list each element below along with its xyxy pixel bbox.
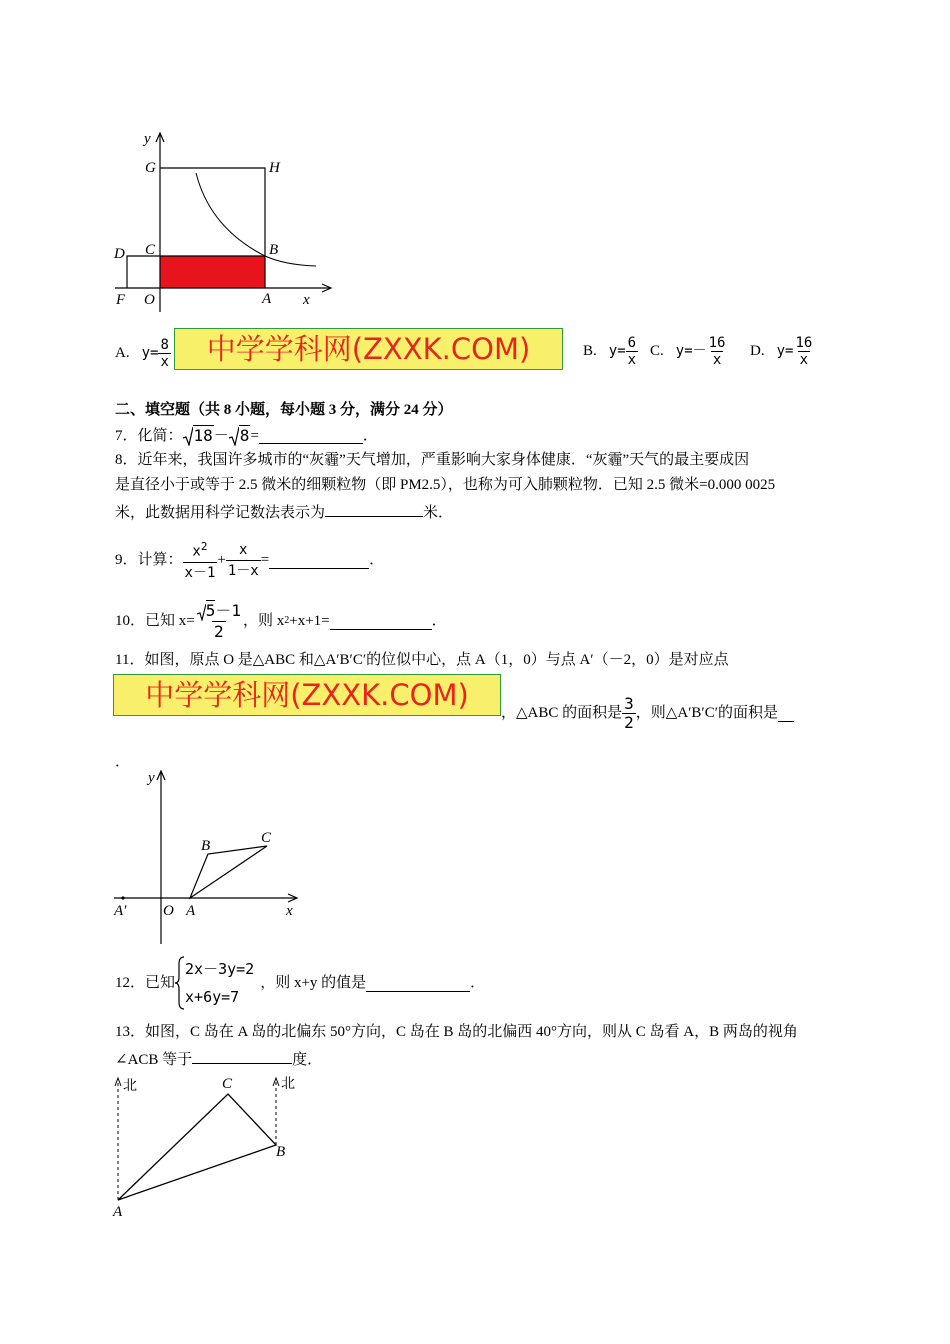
- label-a: A: [262, 291, 272, 307]
- q8-line-3: [115, 500, 453, 523]
- label-o: O: [163, 903, 174, 919]
- figure-hyperbola-rectangles: [110, 128, 340, 313]
- option-d-fraction: $\frac{16}{x}$: [795, 334, 813, 368]
- label-c: C: [261, 830, 272, 846]
- q13-line-1: 13．如图，C 岛在 A 岛的北偏东 50°方向，C 岛在 B 岛的北偏西 40°方向，则从 C 岛看 A，B 两岛的视角: [115, 1024, 798, 1040]
- q10-rest: +x+1=: [289, 613, 330, 629]
- square-dfoc-outline: [127, 256, 160, 288]
- label-b: B: [201, 838, 211, 854]
- q9-plus: +: [217, 552, 226, 568]
- figure-island-bearings: [110, 1070, 310, 1220]
- watermark-banner-top: 中学学科网(ZXXK.COM): [174, 328, 563, 370]
- q12-equation-1: 2x－3y=2: [185, 960, 255, 978]
- q10-end: ．: [431, 613, 447, 629]
- q13-line-2-text: ∠ACB 等于: [115, 1052, 193, 1068]
- q12-brace: [175, 956, 185, 1010]
- q7-minus: －: [213, 427, 229, 444]
- q8-line-2: 是直径小于或等于 2.5 微米的细颗粒物（即 PM2.5），也称为可入肺颗粒物．已知 2.5 微米=0.000 0025: [115, 477, 776, 493]
- label-y: y: [144, 131, 151, 147]
- q7-prefix: 7．化简：: [115, 427, 183, 444]
- option-b-fraction: $\frac{6}{x}$: [627, 334, 637, 368]
- label-y: y: [148, 770, 155, 786]
- label-x: x: [286, 903, 293, 919]
- q11-line-3: ．: [115, 754, 131, 770]
- q9-fraction-1: $\frac{x^2}{x-1}$: [184, 540, 216, 581]
- label-x: x: [303, 292, 310, 308]
- label-north-a: 北: [123, 1079, 137, 1094]
- figure-similar-triangles: [110, 768, 310, 946]
- question-9: [115, 537, 384, 583]
- q12-answer-blank[interactable]: [366, 975, 470, 992]
- option-b-prefix: y=: [608, 343, 626, 359]
- label-b: B: [269, 242, 279, 258]
- option-c-fraction: $\frac{16}{x}$: [708, 334, 726, 368]
- q11-line-2: [501, 690, 794, 736]
- q7-end: ．: [362, 427, 378, 444]
- option-c-label: C.: [650, 343, 664, 359]
- q12-system: [185, 955, 254, 1011]
- label-h: H: [269, 160, 280, 176]
- q13-answer-blank[interactable]: [192, 1047, 292, 1064]
- label-north-b: 北: [281, 1077, 295, 1092]
- hyperbola-curve: [196, 173, 316, 266]
- label-g: G: [145, 160, 156, 176]
- watermark-banner-middle: 中学学科网(ZXXK.COM): [113, 674, 501, 716]
- q11-line-2-text: ，△ABC 的面积是: [501, 705, 623, 721]
- option-b-label: B.: [583, 343, 597, 359]
- label-o: O: [144, 292, 155, 308]
- question-12: [115, 955, 485, 1011]
- q7-answer-blank[interactable]: [259, 427, 363, 444]
- shaded-rectangle-ocba: [160, 256, 265, 288]
- q6-option-b: [583, 330, 638, 372]
- point-a-prime: [121, 896, 124, 899]
- q10-mid: ，则 x: [243, 613, 285, 629]
- q8-answer-blank[interactable]: [325, 500, 423, 517]
- q7-equals: =: [250, 427, 259, 444]
- q9-answer-blank[interactable]: [269, 552, 369, 569]
- q6-option-c: [650, 330, 727, 372]
- section-2-title: 二、填空题（共 8 小题，每小题 3 分，满分 24 分）: [115, 402, 453, 418]
- q10-sup: 2: [284, 615, 290, 626]
- q9-fraction-2: $\frac{x}{1-x}$: [227, 541, 259, 579]
- label-b: B: [276, 1144, 286, 1160]
- question-10: [115, 598, 447, 644]
- q7-sqrt-18: 18: [183, 425, 214, 446]
- q12-prefix: 12．已知: [115, 975, 176, 991]
- q9-equals: =: [260, 552, 270, 568]
- label-c: C: [145, 242, 156, 258]
- q10-prefix: 10．已知 x=: [115, 613, 195, 629]
- q11-fraction: $\frac{3}{2}$: [624, 693, 634, 732]
- q13-line-2-end: 度．: [292, 1052, 323, 1068]
- option-a-prefix: y=: [141, 345, 159, 361]
- q11-line-2-rest: ，则△A′B′C′的面积是: [635, 705, 779, 721]
- q6-option-d: [750, 330, 814, 372]
- label-a-prime: A′: [114, 903, 127, 919]
- option-a-fraction: $\frac{8}{x}$: [160, 336, 169, 370]
- option-d-label: D.: [750, 343, 765, 359]
- q12-rest: ，则 x+y 的值是: [260, 975, 367, 991]
- q12-equation-2: x+6y=7: [185, 988, 240, 1006]
- q9-end: ．: [369, 552, 385, 568]
- question-7: [115, 425, 378, 446]
- label-a: A: [113, 1204, 123, 1220]
- label-a: A: [186, 903, 196, 919]
- option-a-label: A.: [115, 345, 130, 361]
- label-f: F: [116, 292, 126, 308]
- q11-line-1: 11．如图，原点 O 是△ABC 和△A′B′C′的位似中心，点 A（1，0）与点 A′（－2，0）是对应点: [115, 652, 729, 668]
- q6-option-a: [115, 333, 171, 373]
- q8-line-3-text: 米，此数据用科学记数法表示为: [115, 505, 326, 521]
- q10-answer-blank[interactable]: [330, 613, 432, 630]
- label-c: C: [222, 1076, 233, 1092]
- q11-answer-blank[interactable]: [778, 705, 794, 722]
- q10-fraction: 5 －1 2: [195, 600, 243, 642]
- option-c-prefix: y=－: [675, 343, 707, 359]
- triangle-acb: [118, 1094, 276, 1200]
- q8-line-3-end: 米．: [423, 505, 454, 521]
- option-d-prefix: y=: [776, 343, 794, 359]
- q9-prefix: 9．计算：: [115, 552, 183, 568]
- q12-end: ．: [470, 975, 486, 991]
- q7-sqrt-8: 8: [229, 425, 251, 446]
- q8-line-1: 8．近年来，我国许多城市的“灰霾”天气增加，严重影响大家身体健康．“灰霾”天气的最主要成因: [115, 452, 750, 468]
- label-d: D: [114, 246, 125, 262]
- q13-line-2: [115, 1047, 322, 1070]
